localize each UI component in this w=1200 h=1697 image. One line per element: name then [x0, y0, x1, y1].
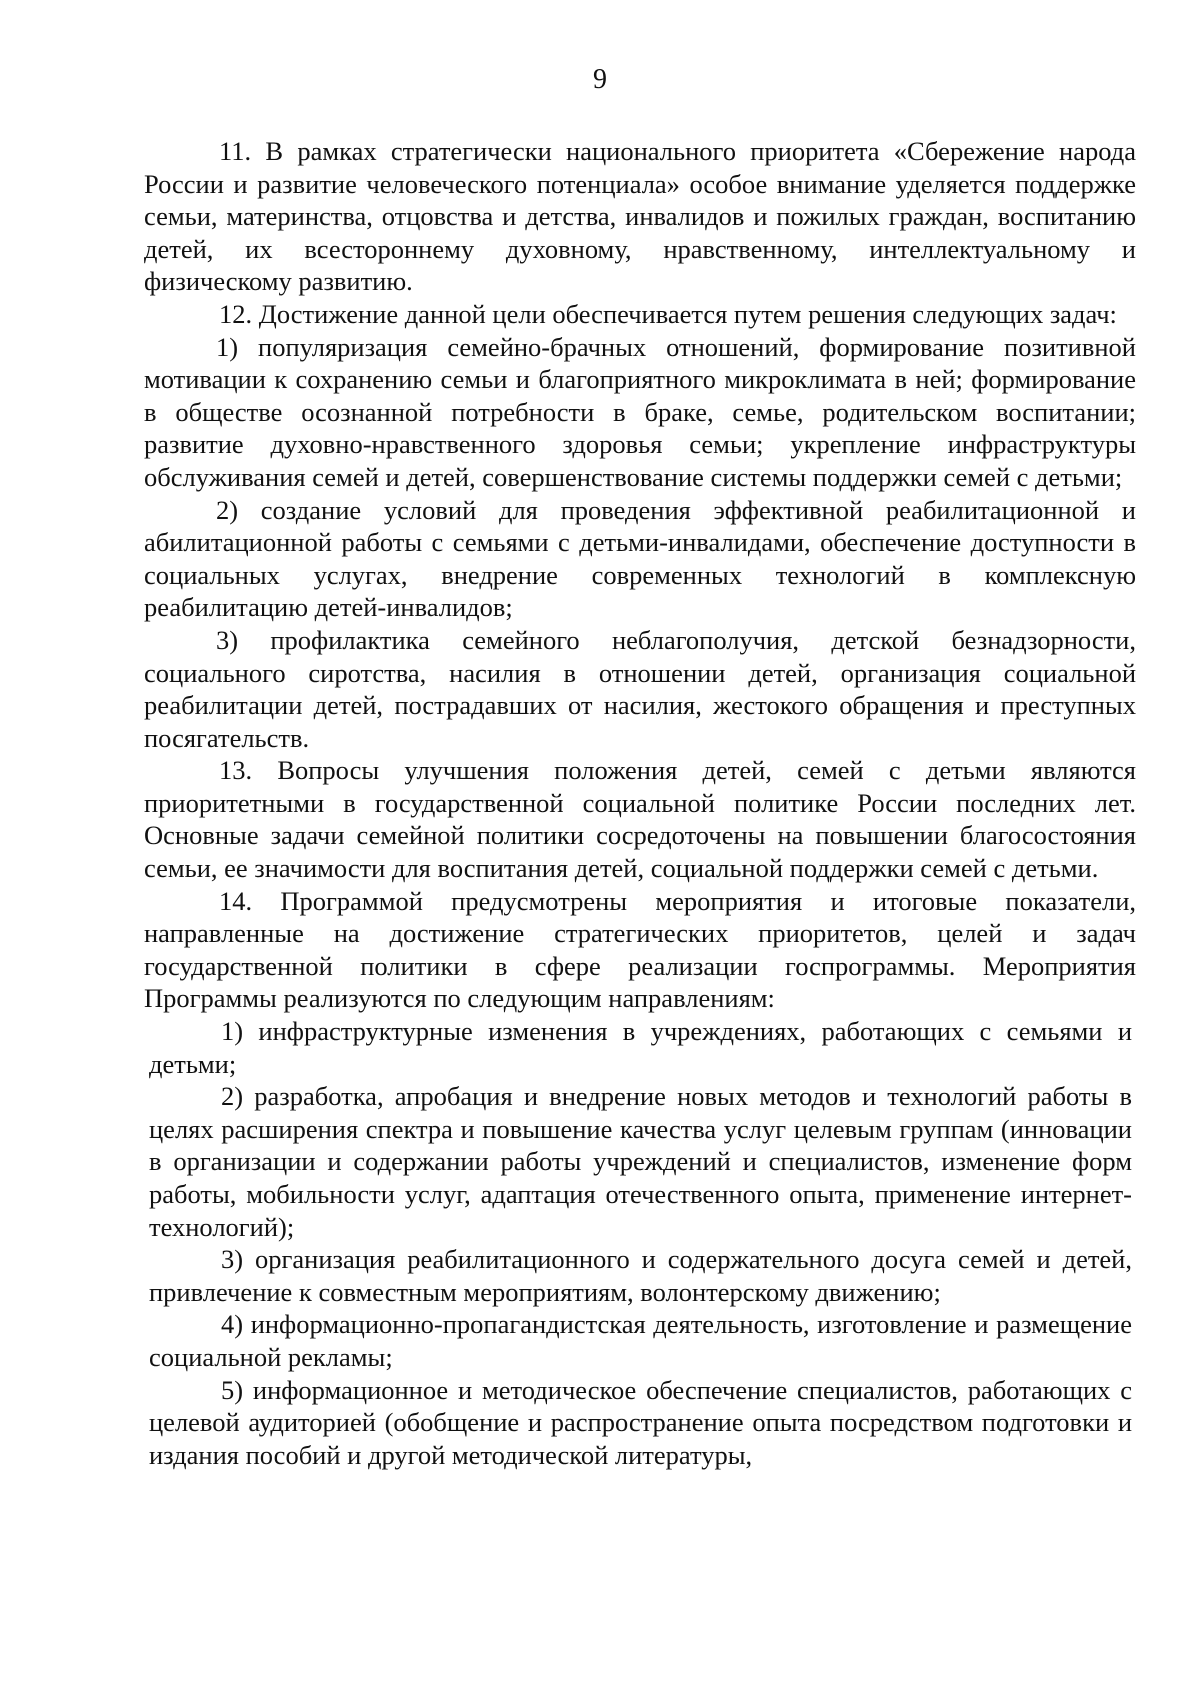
paragraph-12-item-3: 3) профилактика семейного неблагополучия, детской безнадзорности, социального сиротства, насилия в отношении детей, организация социальной реабилитации детей, пострадавших от насилия, жестокого обращения и преступных посягательств.	[144, 624, 1136, 753]
paragraph-14-item-4: 4) информационно-пропагандистская деятельность, изготовление и размещение социальной рекламы;	[149, 1309, 1132, 1372]
page-number: 9	[593, 64, 607, 95]
paragraph-14-item-3: 3) организация реабилитационного и содержательного досуга семей и детей, привлечение к совместным мероприятиям, волонтерскому движению;	[149, 1244, 1132, 1307]
paragraph-14: 14. Программой предусмотрены мероприятия и итоговые показатели, направленные на достижение стратегических приоритетов, целей и задач государственной политики в сфере реализации госпрограммы. Мероприятия Программы реализуются по следующим направлениям:	[144, 885, 1136, 1014]
paragraph-14-item-1: 1) инфраструктурные изменения в учреждениях, работающих с семьями и детьми;	[149, 1016, 1132, 1079]
paragraph-14-item-5: 5) информационное и методическое обеспечение специалистов, работающих с целевой аудиторией (обобщение и распространение опыта посредством подготовки и издания пособий и другой методической литературы,	[149, 1374, 1132, 1470]
paragraph-12-item-1: 1) популяризация семейно-брачных отношений, формирование позитивной мотивации к сохранению семьи и благоприятного микроклимата в ней; формирование в обществе осознанной потребности в браке, семье, родительском воспитании; развитие духовно-нравственного здоровья семьи; укрепление инфраструктуры обслуживания семей и детей, совершенствование системы поддержки семей с детьми;	[144, 331, 1136, 492]
paragraph-12: 12. Достижение данной цели обеспечивается путем решения следующих задач:	[219, 298, 1117, 329]
paragraph-12-item-2: 2) создание условий для проведения эффективной реабилитационной и абилитационной работы с семьями с детьми-инвалидами, обеспечение доступности в социальных услугах, внедрение современных технологий в комплексную реабилитацию детей-инвалидов;	[144, 494, 1136, 623]
document-body	[144, 135, 1136, 1471]
paragraph-13: 13. Вопросы улучшения положения детей, семей с детьми являются приоритетными в государственной социальной политике России последних лет. Основные задачи семейной политики сосредоточены на повышении благосостояния семьи, ее значимости для воспитания детей, социальной поддержки семей с детьми.	[144, 755, 1136, 884]
paragraph-14-item-2: 2) разработка, апробация и внедрение новых методов и технологий работы в целях расширения спектра и повышение качества услуг целевым группам (инновации в организации и содержании работы учреждений и специалистов, изменение форм работы, мобильности услуг, адаптация отечественного опыта, применение интернет-технологий);	[149, 1081, 1132, 1242]
paragraph-11: 11. В рамках стратегически национального приоритета «Сбережение народа России и развитие человеческого потенциала» особое внимание уделяется поддержке семьи, материнства, отцовства и детства, инвалидов и пожилых граждан, воспитанию детей, их всестороннему духовному, нравственному, интеллектуальному и физическому развитию.	[144, 136, 1136, 297]
